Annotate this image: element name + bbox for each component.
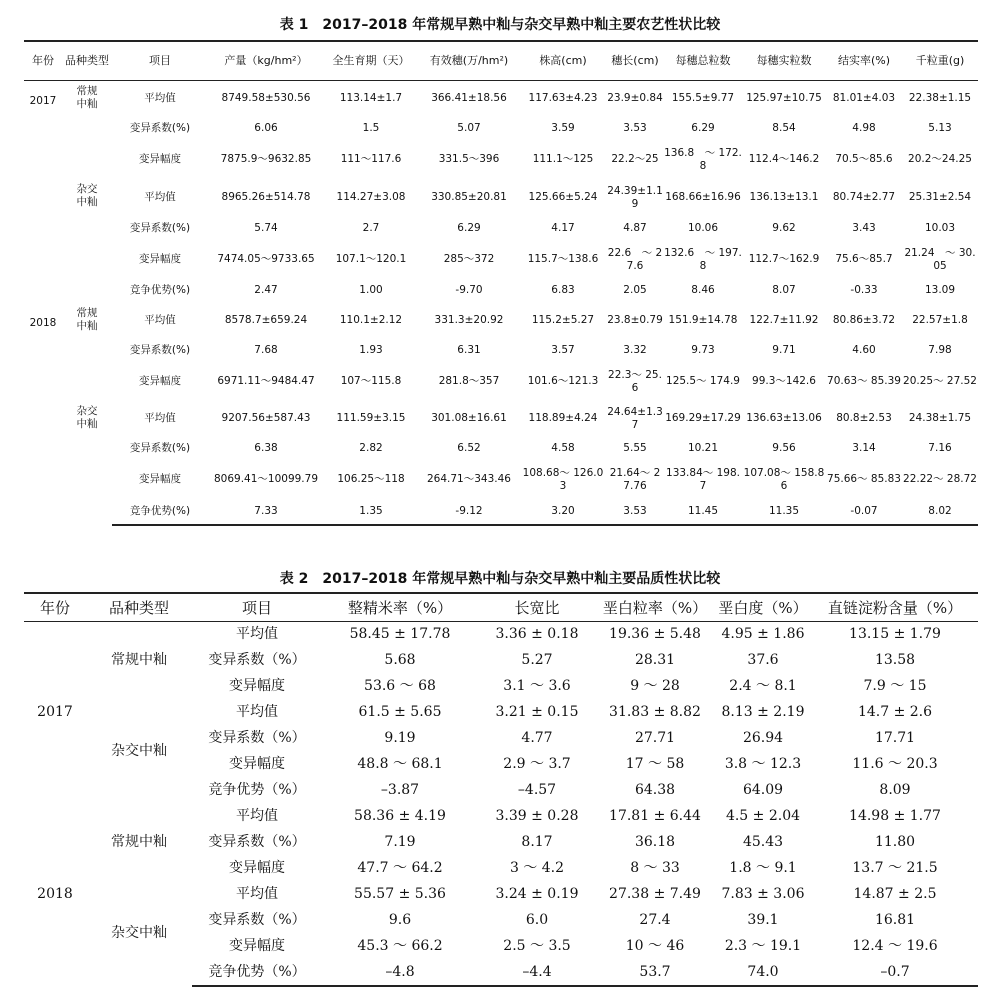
- value-cell: 7875.9～9632.85: [220, 153, 312, 165]
- value-cell: 17.71: [874, 730, 916, 746]
- value-cell: 6.83: [551, 284, 575, 296]
- value-cell: –4.8: [322, 960, 478, 986]
- value-cell: 133.84～ 198.7: [666, 466, 740, 492]
- value-cell: 9 ～ 28: [630, 678, 680, 694]
- value-cell: 10.06: [687, 222, 719, 234]
- value-cell: 22.6 ～ 27.6: [607, 246, 663, 272]
- table1-header-row: [24, 41, 978, 81]
- table1-col-header: 株高(cm): [520, 41, 606, 81]
- value-cell: 330.85±20.81: [431, 191, 507, 203]
- value-cell: 45.3 ～ 66.2: [357, 938, 443, 954]
- value-cell: 112.4～146.2: [748, 153, 820, 165]
- value-cell: 9.71: [772, 344, 796, 356]
- value-cell: 136.8 ～ 172.8: [664, 146, 742, 172]
- quality-traits-table: [24, 592, 978, 987]
- value-cell: 26.94: [742, 730, 784, 746]
- value-cell: 110.1±2.12: [339, 314, 403, 326]
- value-cell: 3.21 ± 0.15: [495, 704, 579, 720]
- value-cell: 39.1: [747, 912, 779, 928]
- value-cell: 7.33: [208, 499, 324, 525]
- value-cell: 64.38: [634, 782, 676, 798]
- table1-col-header: 每穗总粒数: [664, 41, 742, 81]
- value-cell: 125.5～ 174.9: [666, 375, 740, 387]
- value-cell: 2.5 ～ 3.5: [503, 938, 571, 954]
- item-label-cell: 变异系数（%）: [208, 834, 306, 850]
- variety-type-cell: 杂交中籼: [76, 182, 98, 208]
- table1-col-header: 产量（kg/hm²）: [208, 41, 324, 81]
- value-cell: 117.63±4.23: [528, 92, 598, 105]
- value-cell: 8 ～ 33: [630, 860, 680, 876]
- value-cell: 75.66～ 85.83: [827, 473, 901, 485]
- value-cell: 111.1～125: [532, 153, 594, 165]
- value-cell: 168.66±16.96: [665, 191, 741, 203]
- value-cell: 3.1 ～ 3.6: [503, 678, 571, 694]
- value-cell: 3.53: [623, 122, 647, 134]
- value-cell: 4.58: [551, 442, 575, 454]
- value-cell: 301.08±16.61: [431, 412, 507, 424]
- value-cell: 22.22～ 28.72: [903, 473, 977, 485]
- value-cell: 4.98: [852, 122, 876, 134]
- table1-col-header: 结实率(%): [826, 41, 902, 81]
- value-cell: 8578.7±659.24: [224, 314, 308, 326]
- value-cell: 6.06: [254, 122, 278, 134]
- value-cell: 53.7: [596, 960, 714, 986]
- value-cell: -0.07: [826, 499, 902, 525]
- value-cell: 70.5～85.6: [835, 153, 893, 165]
- value-cell: 80.8±2.53: [836, 412, 892, 424]
- value-cell: 8.07: [772, 284, 796, 296]
- value-cell: 101.6～121.3: [527, 375, 599, 387]
- value-cell: 112.7～162.9: [748, 253, 820, 265]
- value-cell: 7.68: [254, 344, 278, 356]
- item-label-cell: 变异系数(%): [129, 122, 191, 134]
- value-cell: 7.98: [928, 344, 952, 356]
- table1-caption: 表 1 2017–2018 年常规早熟中籼与杂交早熟中籼主要农艺性状比较: [279, 17, 721, 33]
- value-cell: 14.7 ± 2.6: [857, 704, 933, 720]
- value-cell: 9207.56±587.43: [221, 412, 311, 424]
- item-label-cell: 竞争优势(%): [112, 499, 208, 525]
- value-cell: 10.03: [924, 222, 956, 234]
- value-cell: 12.4 ～ 19.6: [852, 938, 938, 954]
- value-cell: 14.98 ± 1.77: [849, 808, 941, 824]
- value-cell: 5.13: [928, 122, 952, 134]
- value-cell: 155.5±9.77: [671, 92, 735, 105]
- value-cell: 11.6 ～ 20.3: [852, 756, 938, 772]
- value-cell: 27.38 ± 7.49: [609, 886, 701, 902]
- value-cell: 24.64±1.37: [607, 405, 663, 431]
- value-cell: 5.55: [623, 442, 647, 454]
- value-cell: 114.27±3.08: [336, 191, 406, 203]
- item-label-cell: 竞争优势（%）: [192, 960, 322, 986]
- value-cell: 8.54: [772, 122, 796, 134]
- table2-col-header: 长宽比: [478, 593, 596, 622]
- value-cell: 111.59±3.15: [336, 412, 406, 424]
- agronomic-traits-table: [24, 40, 978, 526]
- value-cell: 13.09: [924, 284, 956, 296]
- value-cell: 9.62: [772, 222, 796, 234]
- value-cell: 9.6: [388, 912, 412, 928]
- value-cell: 11.35: [742, 499, 826, 525]
- value-cell: 8.09: [879, 782, 911, 798]
- value-cell: 3.24 ± 0.19: [495, 886, 579, 902]
- value-cell: 4.17: [551, 222, 575, 234]
- value-cell: –3.87: [380, 782, 420, 798]
- value-cell: 6971.11～9484.47: [217, 375, 315, 387]
- value-cell: 3.14: [852, 442, 876, 454]
- value-cell: 366.41±18.56: [431, 92, 507, 105]
- value-cell: 3.43: [852, 222, 876, 234]
- table2-col-header: 品种类型: [86, 593, 192, 622]
- value-cell: 8965.26±514.78: [221, 191, 311, 203]
- value-cell: 9.56: [772, 442, 796, 454]
- value-cell: 8.17: [521, 834, 553, 850]
- table-row: [24, 363, 978, 401]
- value-cell: 1.93: [359, 344, 383, 356]
- value-cell: 115.7～138.6: [527, 253, 599, 265]
- value-cell: 281.8～357: [438, 375, 500, 387]
- value-cell: 6.52: [457, 442, 481, 454]
- table-row: [24, 241, 978, 279]
- value-cell: –0.7: [812, 960, 978, 986]
- table-row: [24, 339, 978, 363]
- value-cell: 132.6 ～ 197.8: [664, 246, 742, 272]
- value-cell: 125.66±5.24: [528, 191, 598, 203]
- value-cell: 8749.58±530.56: [221, 92, 311, 105]
- item-label-cell: 平均值: [144, 412, 176, 424]
- table-row: [24, 499, 978, 525]
- value-cell: 21.24 ～ 30.05: [904, 246, 976, 272]
- year-cell: 2018: [29, 316, 57, 329]
- item-label-cell: 变异幅度: [139, 473, 181, 485]
- value-cell: 4.95 ± 1.86: [721, 626, 805, 643]
- table-row: [24, 179, 978, 217]
- table-row: [24, 804, 978, 830]
- table2-col-header: 年份: [24, 593, 86, 622]
- item-label-cell: 变异幅度: [229, 678, 285, 694]
- value-cell: 20.2～24.25: [908, 153, 972, 165]
- item-label-cell: 平均值: [144, 314, 176, 326]
- value-cell: 31.83 ± 8.82: [609, 704, 701, 720]
- value-cell: 11.80: [874, 834, 916, 850]
- value-cell: 107.1～120.1: [335, 253, 407, 265]
- value-cell: 118.89±4.24: [528, 412, 598, 424]
- value-cell: 24.39±1.19: [607, 184, 663, 210]
- value-cell: 74.0: [714, 960, 812, 986]
- table1-col-header: 品种类型: [62, 41, 112, 81]
- value-cell: 113.14±1.7: [339, 92, 403, 105]
- value-cell: 3.8 ～ 12.3: [724, 756, 802, 772]
- value-cell: 17 ～ 58: [625, 756, 685, 772]
- value-cell: 2.9 ～ 3.7: [503, 756, 571, 772]
- table2-col-header: 整精米率（%）: [322, 593, 478, 622]
- value-cell: 264.71～343.46: [427, 473, 511, 485]
- value-cell: 1.8 ～ 9.1: [729, 860, 797, 876]
- table-row: [24, 401, 978, 437]
- value-cell: 3.57: [551, 344, 575, 356]
- item-label-cell: 平均值: [236, 626, 278, 643]
- value-cell: 58.36 ± 4.19: [354, 808, 446, 824]
- table2-caption: 表 2 2017–2018 年常规早熟中籼与杂交早熟中籼主要品质性状比较: [279, 571, 721, 587]
- value-cell: 8.02: [902, 499, 978, 525]
- table-row: [24, 437, 978, 461]
- year-cell: 2017: [29, 95, 57, 107]
- value-cell: 55.57 ± 5.36: [354, 886, 446, 902]
- value-cell: 10.21: [687, 442, 719, 454]
- variety-type-cell: 常规中籼: [111, 834, 167, 850]
- item-label-cell: 变异幅度: [229, 860, 285, 876]
- value-cell: 45.43: [742, 834, 784, 850]
- value-cell: –4.57: [517, 782, 557, 798]
- value-cell: 11.45: [664, 499, 742, 525]
- item-label-cell: 变异幅度: [229, 756, 285, 772]
- item-label-cell: 变异系数（%）: [208, 652, 306, 668]
- value-cell: 17.81 ± 6.44: [609, 808, 701, 824]
- value-cell: 2.7: [362, 222, 380, 234]
- table-row: [24, 217, 978, 241]
- value-cell: 8.13 ± 2.19: [721, 704, 805, 720]
- value-cell: 122.7±11.92: [749, 314, 819, 326]
- value-cell: 6.31: [457, 344, 481, 356]
- value-cell: 7.83 ± 3.06: [721, 886, 805, 902]
- value-cell: 2.4 ～ 8.1: [729, 678, 797, 694]
- value-cell: 75.6～85.7: [835, 253, 893, 265]
- value-cell: 4.5 ± 2.04: [725, 808, 801, 824]
- value-cell: 27.71: [634, 730, 676, 746]
- value-cell: 25.31±2.54: [908, 191, 972, 203]
- value-cell: 64.09: [742, 782, 784, 798]
- value-cell: 6.0: [525, 912, 549, 928]
- value-cell: -0.33: [850, 284, 878, 296]
- value-cell: 27.4: [639, 912, 671, 928]
- table2-col-header: 垩白粒率（%）: [596, 593, 714, 622]
- item-label-cell: 平均值: [144, 92, 176, 105]
- value-cell: 4.87: [623, 222, 647, 234]
- value-cell: 1.35: [324, 499, 418, 525]
- value-cell: 106.25～118: [337, 473, 405, 485]
- value-cell: 70.63～ 85.39: [827, 375, 901, 387]
- table1-col-header: 每穗实粒数: [742, 41, 826, 81]
- value-cell: 115.2±5.27: [531, 314, 595, 326]
- value-cell: 8069.41～10099.79: [213, 473, 319, 485]
- value-cell: 22.57±1.8: [912, 314, 968, 326]
- item-label-cell: 竞争优势（%）: [208, 782, 306, 798]
- value-cell: 7.9 ～ 15: [863, 678, 927, 694]
- value-cell: 23.8±0.79: [607, 314, 663, 326]
- value-cell: 13.58: [874, 652, 916, 668]
- value-cell: 4.77: [521, 730, 553, 746]
- value-cell: 6.29: [457, 222, 481, 234]
- table2-col-header: 直链淀粉含量（%）: [812, 593, 978, 622]
- value-cell: 6.38: [254, 442, 278, 454]
- item-label-cell: 变异系数（%）: [208, 912, 306, 928]
- value-cell: 331.3±20.92: [434, 314, 504, 326]
- value-cell: 7.19: [384, 834, 416, 850]
- table2-header-row: [24, 593, 978, 622]
- table1-col-header: 穗长(cm): [606, 41, 664, 81]
- value-cell: 48.8 ～ 68.1: [357, 756, 443, 772]
- value-cell: 4.60: [852, 344, 876, 356]
- table1-col-header: 千粒重(g): [902, 41, 978, 81]
- value-cell: 80.86±3.72: [832, 314, 896, 326]
- item-label-cell: 变异系数(%): [129, 222, 191, 234]
- value-cell: 3.59: [551, 122, 575, 134]
- table-row: [24, 303, 978, 339]
- item-label-cell: 竞争优势(%): [129, 284, 191, 296]
- value-cell: 58.45 ± 17.78: [349, 626, 451, 643]
- table-row: [24, 141, 978, 179]
- value-cell: 151.9±14.78: [668, 314, 738, 326]
- value-cell: 99.3～142.6: [752, 375, 816, 387]
- item-label-cell: 变异系数(%): [129, 442, 191, 454]
- table2-col-header: 垩白度（%）: [714, 593, 812, 622]
- value-cell: 22.2～25: [611, 153, 659, 165]
- value-cell: 7474.05～9733.65: [217, 253, 315, 265]
- value-cell: 8.46: [691, 284, 715, 296]
- item-label-cell: 平均值: [144, 191, 176, 203]
- table2-col-header: 项目: [192, 593, 322, 622]
- value-cell: 3.32: [623, 344, 647, 356]
- value-cell: 2.47: [254, 284, 278, 296]
- year-cell: 2017: [37, 704, 73, 721]
- value-cell: 3 ～ 4.2: [509, 860, 565, 876]
- item-label-cell: 变异系数（%）: [208, 730, 306, 746]
- table-row: [24, 622, 978, 648]
- value-cell: 7.16: [928, 442, 952, 454]
- item-label-cell: 变异幅度: [139, 253, 181, 265]
- item-label-cell: 变异幅度: [229, 938, 285, 954]
- value-cell: 13.7 ～ 21.5: [852, 860, 938, 876]
- table-row: [24, 882, 978, 908]
- value-cell: 6.29: [691, 122, 715, 134]
- table-row: [24, 461, 978, 499]
- value-cell: 13.15 ± 1.79: [849, 626, 941, 643]
- value-cell: 16.81: [874, 912, 916, 928]
- item-label-cell: 平均值: [236, 886, 278, 902]
- value-cell: 61.5 ± 5.65: [358, 704, 442, 720]
- value-cell: 107～115.8: [340, 375, 402, 387]
- variety-type-cell: 常规中籼: [111, 652, 167, 669]
- value-cell: 108.68～ 126.03: [522, 466, 604, 492]
- value-cell: 19.36 ± 5.48: [609, 626, 701, 643]
- value-cell: 2.3 ～ 19.1: [724, 938, 802, 954]
- value-cell: 36.18: [634, 834, 676, 850]
- value-cell: 53.6 ～ 68: [364, 678, 436, 694]
- value-cell: 1.00: [359, 284, 383, 296]
- value-cell: 285～372: [443, 253, 495, 265]
- value-cell: 80.74±2.77: [832, 191, 896, 203]
- value-cell: 22.3～ 25.6: [608, 368, 662, 394]
- value-cell: 125.97±10.75: [746, 92, 822, 105]
- variety-type-cell: 常规中籼: [76, 85, 98, 110]
- variety-type-cell: 杂交中籼: [111, 925, 167, 941]
- value-cell: 2.05: [623, 284, 647, 296]
- table-row: [24, 700, 978, 726]
- variety-type-cell: 杂交中籼: [76, 404, 98, 430]
- table1-col-header: 年份: [24, 41, 62, 81]
- value-cell: 14.87 ± 2.5: [853, 886, 937, 902]
- value-cell: 2.82: [359, 442, 383, 454]
- item-label-cell: 平均值: [236, 808, 278, 824]
- value-cell: 136.13±13.1: [749, 191, 819, 203]
- value-cell: 5.07: [457, 122, 481, 134]
- table1-col-header: 有效穗(万/hm²): [418, 41, 520, 81]
- item-label-cell: 变异幅度: [139, 153, 181, 165]
- value-cell: 22.38±1.15: [908, 92, 972, 105]
- variety-type-cell: 常规中籼: [76, 306, 98, 332]
- value-cell: 3.36 ± 0.18: [495, 626, 579, 643]
- value-cell: 21.64～ 27.76: [609, 466, 661, 492]
- value-cell: 23.9±0.84: [607, 92, 663, 105]
- value-cell: 24.38±1.75: [908, 412, 972, 424]
- value-cell: 169.29±17.29: [665, 412, 741, 424]
- value-cell: 47.7 ～ 64.2: [357, 860, 443, 876]
- table-row: [24, 81, 978, 117]
- value-cell: 1.5: [362, 122, 380, 134]
- value-cell: 5.68: [384, 652, 416, 668]
- item-label-cell: 平均值: [236, 704, 278, 720]
- value-cell: -9.70: [455, 284, 483, 296]
- value-cell: 9.73: [691, 344, 715, 356]
- value-cell: 5.74: [254, 222, 278, 234]
- value-cell: 9.19: [384, 730, 416, 746]
- value-cell: 3.53: [606, 499, 664, 525]
- table1-col-header: 项目: [112, 41, 208, 81]
- item-label-cell: 变异系数(%): [129, 344, 191, 356]
- value-cell: 37.6: [747, 652, 779, 668]
- value-cell: 10 ～ 46: [625, 938, 685, 954]
- value-cell: -9.12: [418, 499, 520, 525]
- value-cell: 331.5～396: [438, 153, 500, 165]
- item-label-cell: 变异幅度: [139, 375, 181, 387]
- year-cell: 2018: [37, 886, 73, 902]
- value-cell: –4.4: [478, 960, 596, 986]
- variety-type-cell: 杂交中籼: [111, 743, 167, 759]
- table1-col-header: 全生育期（天）: [324, 41, 418, 81]
- value-cell: 3.39 ± 0.28: [495, 808, 579, 824]
- value-cell: 28.31: [634, 652, 676, 668]
- table-row: [24, 117, 978, 141]
- value-cell: 5.27: [521, 652, 553, 668]
- value-cell: 3.20: [520, 499, 606, 525]
- table-row: [24, 279, 978, 303]
- value-cell: 81.01±4.03: [832, 92, 896, 105]
- value-cell: 20.25～ 27.52: [903, 375, 977, 387]
- value-cell: 136.63±13.06: [746, 412, 822, 424]
- value-cell: 107.08～ 158.86: [743, 466, 825, 492]
- value-cell: 111～117.6: [340, 153, 402, 165]
